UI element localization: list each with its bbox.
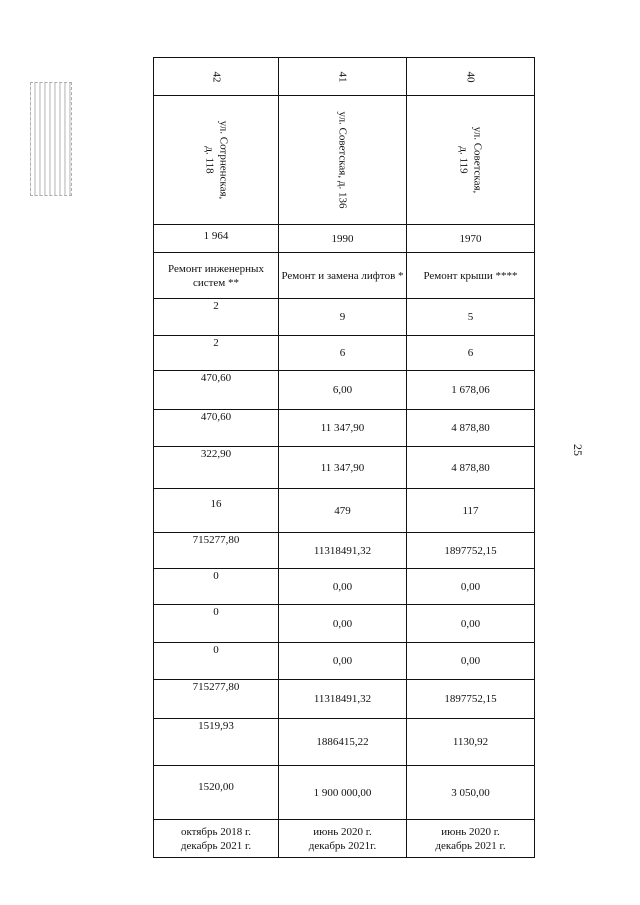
column-number: 40 xyxy=(464,71,477,82)
table-cell: 322,90 xyxy=(154,447,279,489)
period-end: декабрь 2021 г. xyxy=(435,839,506,852)
table-cell: 1 964 xyxy=(154,225,279,253)
table-cell: 6 xyxy=(279,336,407,371)
table-cell: Ремонт инженерных систем ** xyxy=(154,253,279,299)
table-cell: 0,00 xyxy=(407,643,535,680)
table-cell: 0,00 xyxy=(407,569,535,605)
table-cell: 0,00 xyxy=(279,643,407,680)
table-row xyxy=(154,410,535,447)
table-cell: 4 878,80 xyxy=(407,410,535,447)
table-cell: 1990 xyxy=(279,225,407,253)
table-cell: 11318491,32 xyxy=(279,680,407,719)
table-cell xyxy=(279,96,407,225)
table-row xyxy=(154,569,535,605)
table-cell: 0 xyxy=(154,605,279,643)
table-row-number xyxy=(154,58,535,96)
table-cell xyxy=(407,820,535,858)
table-cell: 1 678,06 xyxy=(407,371,535,410)
table-cell: 470,60 xyxy=(154,410,279,447)
data-table xyxy=(153,57,535,858)
table-cell: 16 xyxy=(154,489,279,533)
table-row xyxy=(154,766,535,820)
period-start: июнь 2020 г. xyxy=(441,825,500,838)
table-cell xyxy=(154,58,279,96)
table-row xyxy=(154,447,535,489)
table-cell xyxy=(407,96,535,225)
table-cell: 0,00 xyxy=(279,569,407,605)
table-cell: 1 900 000,00 xyxy=(279,766,407,820)
table-cell: 1897752,15 xyxy=(407,533,535,569)
table-cell: 11 347,90 xyxy=(279,447,407,489)
table-cell xyxy=(407,58,535,96)
table-cell: 1519,93 xyxy=(154,719,279,766)
period-end: декабрь 2021 г. xyxy=(180,839,252,852)
table-cell: 2 xyxy=(154,299,279,336)
table-row xyxy=(154,336,535,371)
table-cell: 2 xyxy=(154,336,279,371)
table-row xyxy=(154,680,535,719)
table-cell: 3 050,00 xyxy=(407,766,535,820)
table-row xyxy=(154,643,535,680)
table-cell: 1897752,15 xyxy=(407,680,535,719)
table-cell: 470,60 xyxy=(154,371,279,410)
table-cell: 11 347,90 xyxy=(279,410,407,447)
table-cell: 1970 xyxy=(407,225,535,253)
column-number: 41 xyxy=(336,71,349,82)
table-cell: 1886415,22 xyxy=(279,719,407,766)
period-end: декабрь 2021г. xyxy=(308,839,377,852)
table-row-period xyxy=(154,820,535,858)
table-cell: 117 xyxy=(407,489,535,533)
table-cell: 1520,00 xyxy=(154,766,279,820)
table-cell: 6 xyxy=(407,336,535,371)
table-row xyxy=(154,533,535,569)
table-cell: 479 xyxy=(279,489,407,533)
table-cell: Ремонт и замена лифтов * xyxy=(279,253,407,299)
table-cell: 0,00 xyxy=(407,605,535,643)
address-text: ул. Сотрненская, д. 118 xyxy=(202,120,229,200)
table-cell xyxy=(154,820,279,858)
column-number: 42 xyxy=(210,71,222,82)
table-cell: 0 xyxy=(154,643,279,680)
table-row xyxy=(154,371,535,410)
address-text: ул. Советская, д. 119 xyxy=(457,126,484,194)
archive-stamp-icon xyxy=(30,82,72,196)
table-row-year xyxy=(154,225,535,253)
table-cell: 1130,92 xyxy=(407,719,535,766)
table-cell: 715277,80 xyxy=(154,533,279,569)
table-row xyxy=(154,719,535,766)
table-cell: 9 xyxy=(279,299,407,336)
table-cell: 715277,80 xyxy=(154,680,279,719)
table-cell: 0 xyxy=(154,569,279,605)
table-cell: 5 xyxy=(407,299,535,336)
table-cell xyxy=(154,96,279,225)
table-cell: 4 878,80 xyxy=(407,447,535,489)
table-row xyxy=(154,489,535,533)
address-text: ул. Советская, д. 136 xyxy=(336,111,349,209)
table-cell: 11318491,32 xyxy=(279,533,407,569)
table-cell: 0,00 xyxy=(279,605,407,643)
table-row xyxy=(154,299,535,336)
table-row xyxy=(154,605,535,643)
table-row-work-type xyxy=(154,253,535,299)
page-number: 25 xyxy=(571,444,585,456)
table-cell: 6,00 xyxy=(279,371,407,410)
table-cell xyxy=(279,820,407,858)
table-row-address xyxy=(154,96,535,225)
period-start: июнь 2020 г. xyxy=(313,825,372,838)
period-start: октябрь 2018 г. xyxy=(180,825,252,838)
table-cell xyxy=(279,58,407,96)
table-cell: Ремонт крыши **** xyxy=(407,253,535,299)
